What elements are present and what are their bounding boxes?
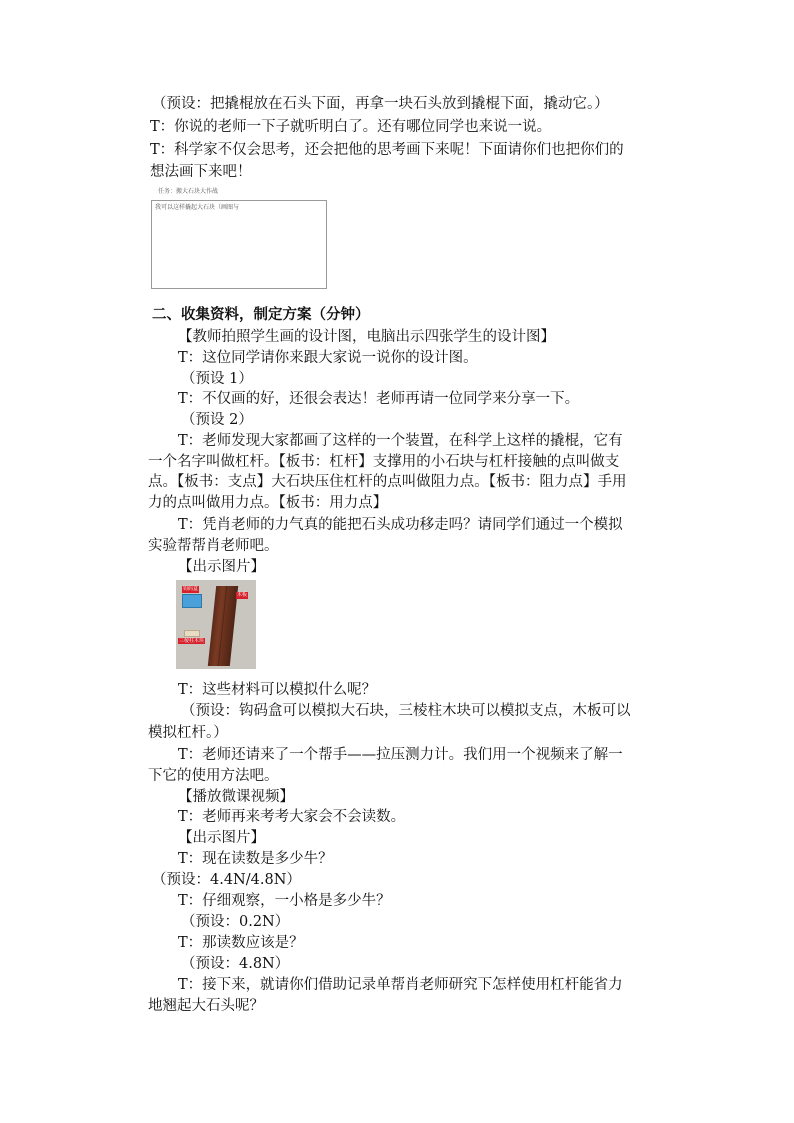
prism-block-image (184, 630, 200, 637)
text-line: T：接下来，就请你们借助记录单帮肖老师研究下怎样使用杠杆能省力 (178, 977, 623, 993)
text-line: 力的点叫做用力点。【板书：用力点】 (148, 495, 388, 511)
weight-box-image (182, 594, 202, 608)
text-line: T：老师再来考考大家会不会读数。 (178, 809, 406, 825)
text-line: （预设 1） (181, 371, 253, 387)
materials-photo (176, 580, 256, 669)
photo-tag-prism: 三棱柱木块 (179, 638, 205, 644)
section-heading: 二、收集资料，制定方案（分钟） (152, 306, 370, 323)
text-line: 下它的使用方法吧。 (148, 768, 279, 784)
text-line: 【出示图片】 (178, 830, 265, 846)
text-line: 【教师拍照学生画的设计图，电脑出示四张学生的设计图】 (178, 329, 555, 345)
text-line: （预设：钩码盒可以模拟大石块，三棱柱木块可以模拟支点，木板可以 (181, 703, 631, 719)
text-line: T：不仅画的好，还很会表达！老师再请一位同学来分享一下。 (178, 391, 580, 407)
text-line: 【出示图片】 (178, 559, 265, 575)
text-line: T：科学家不仅会思考，还会把他的思考画下来呢！下面请你们也把你们的 (150, 142, 624, 158)
text-line: T：这位同学请你来跟大家说一说你的设计图。 (178, 350, 478, 366)
text-line: （预设：4.8N） (181, 956, 290, 972)
text-line: （预设：把撬棍放在石头下面，再拿一块石头放到撬棍下面，撬动它。） (152, 96, 609, 112)
text-line: 想法画下来吧！ (150, 164, 252, 180)
text-line: 【播放微课视频】 (178, 789, 294, 805)
text-line: 一个名字叫做杠杆。【板书：杠杆】支撑用的小石块与杠杆接触的点叫做支 (148, 454, 620, 470)
text-line: 实验帮帮肖老师吧。 (148, 538, 279, 554)
worksheet-drawing-box (151, 200, 327, 289)
text-line: T：现在读数是多少牛？ (178, 851, 333, 867)
text-line: T：这些材料可以模拟什么呢？ (178, 682, 377, 698)
text-line: T：你说的老师一下子就听明白了。还有哪位同学也来说一说。 (150, 119, 552, 135)
photo-tag-box: 钩码盒 (183, 586, 199, 592)
text-line: 点。【板书：支点】大石块压住杠杆的点叫做阻力点。【板书：阻力点】手用 (148, 474, 627, 490)
text-line: （预设：4.4N/4.8N） (152, 872, 301, 888)
text-line: （预设 2） (181, 412, 253, 428)
text-line: T：老师发现大家都画了这样的一个装置，在科学上这样的撬棍，它有 (178, 433, 623, 449)
text-line: T：凭肖老师的力气真的能把石头成功移走吗？请同学们通过一个模拟 (178, 517, 623, 533)
text-line: （预设：0.2N） (181, 914, 290, 930)
wooden-board-image (208, 586, 238, 666)
text-line: T：那读数应该是？ (178, 935, 304, 951)
text-line: T：老师还请来了一个帮手——拉压测力计。我们用一个视频来了解一 (178, 747, 623, 763)
worksheet-prompt: 我可以这样撬起大石块（画图与 (155, 204, 240, 211)
worksheet-label: 任务：搬大石块大作战 (158, 188, 219, 195)
text-line: 模拟杠杆。） (148, 725, 228, 741)
text-line: T：仔细观察，一小格是多少牛？ (178, 893, 391, 909)
photo-tag-board: 木板 (237, 592, 248, 598)
text-line: 地翘起大石头呢？ (148, 998, 264, 1014)
